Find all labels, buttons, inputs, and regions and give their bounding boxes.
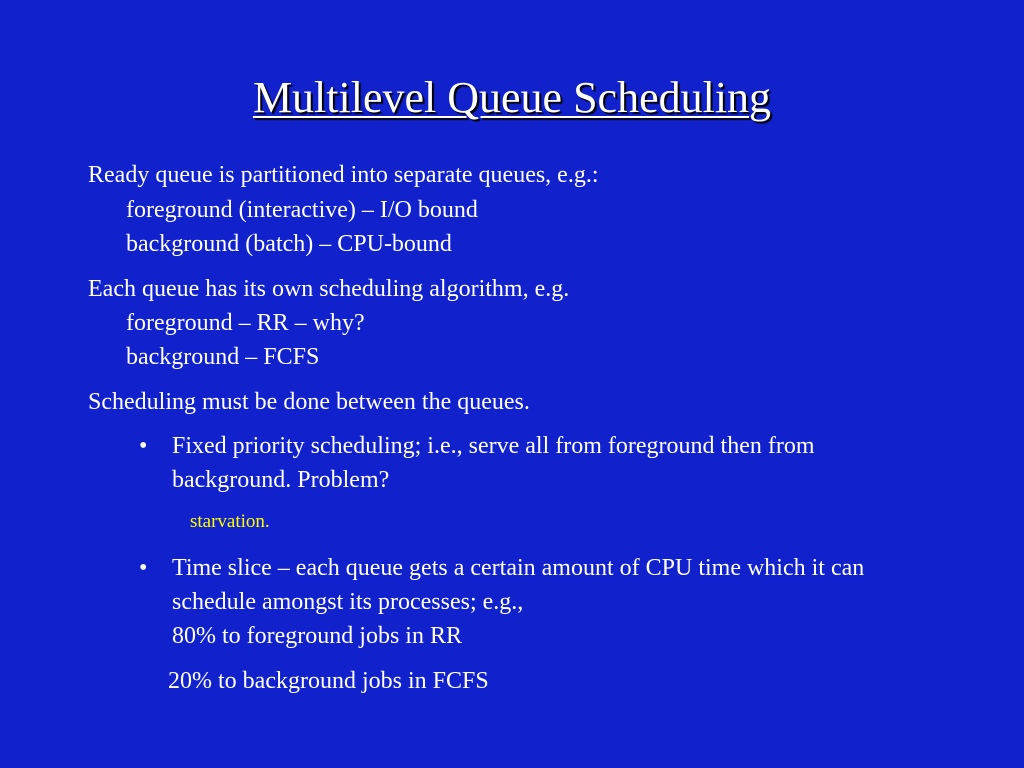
slide-title: Multilevel Queue Scheduling [252, 73, 772, 122]
bullet-fixed-priority-line2: background. Problem? [172, 467, 390, 493]
bullet-fixed-priority-line1: Fixed priority scheduling; i.e., serve all from foreground then from [172, 433, 815, 459]
bullet-time-slice-line3: 80% to foreground jobs in RR [172, 623, 462, 649]
bullet-time-slice-line4: 20% to background jobs in FCFS [168, 668, 489, 694]
para-ready-queue: Ready queue is partitioned into separate queues, e.g.: [88, 162, 599, 188]
para-algorithm-foreground: foreground – RR – why? [126, 310, 365, 336]
bullet-time-slice-line1: Time slice – each queue gets a certain amount of CPU time which it can [172, 555, 865, 581]
para-algorithm: Each queue has its own scheduling algorithm, e.g. [88, 276, 570, 302]
para-algorithm-background: background – FCFS [126, 344, 320, 370]
answer-starvation: starvation. [190, 511, 270, 532]
bullet-symbol: • [139, 433, 148, 459]
bullet-time-slice-line2: schedule amongst its processes; e.g., [172, 589, 524, 615]
bullet-symbol: • [139, 555, 148, 581]
para-ready-queue-background: background (batch) – CPU-bound [126, 231, 452, 257]
para-between-queues: Scheduling must be done between the queues. [88, 389, 530, 415]
para-ready-queue-foreground: foreground (interactive) – I/O bound [126, 197, 478, 223]
